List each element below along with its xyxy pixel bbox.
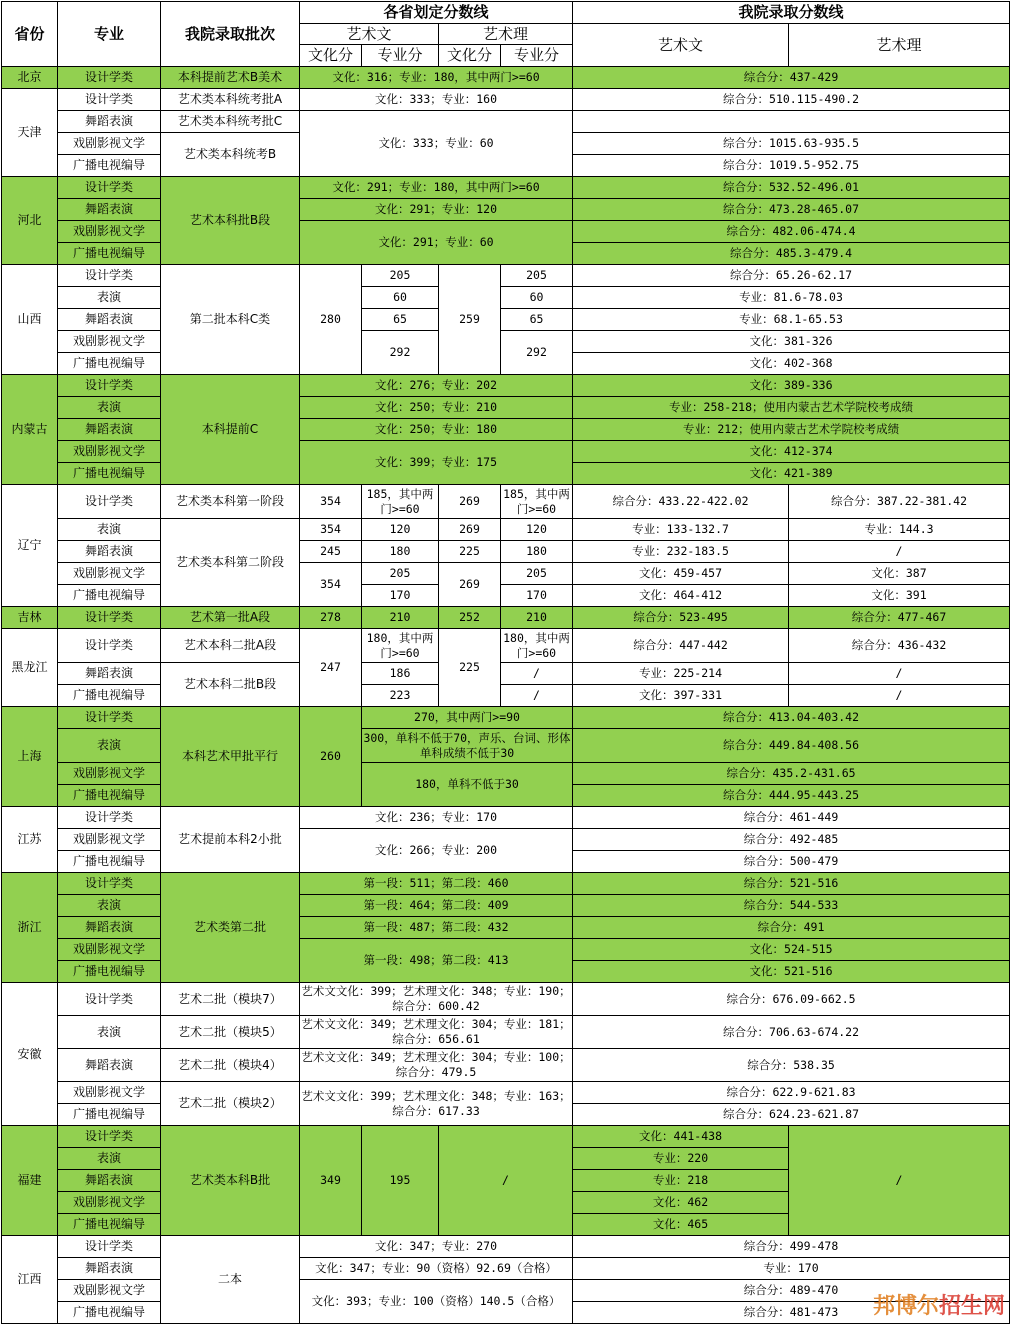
li-culture-cell: 259 xyxy=(439,265,501,375)
province-cell: 江西 xyxy=(2,1236,58,1324)
province-cell: 辽宁 xyxy=(2,485,58,607)
major-cell: 戏剧影视文学 xyxy=(58,1280,161,1302)
college-score-cell: 综合分：676.09-662.5 xyxy=(573,983,1010,1016)
province-line-cell: 文化：236；专业：170 xyxy=(300,807,573,829)
wen-culture-cell: 278 xyxy=(300,607,362,629)
college-li-cell: 综合分：387.22-381.42 xyxy=(789,485,1010,519)
major-cell: 戏剧影视文学 xyxy=(58,939,161,961)
li-specialty-cell: 205 xyxy=(501,265,573,287)
specialty-line-cell: 270，其中两门>=90 xyxy=(362,707,573,729)
batch-cell: 艺术类第二批 xyxy=(161,873,300,983)
major-cell: 广播电视编导 xyxy=(58,851,161,873)
li-specialty-cell: 60 xyxy=(501,287,573,309)
major-cell: 舞蹈表演 xyxy=(58,1049,161,1082)
major-cell: 广播电视编导 xyxy=(58,1214,161,1236)
college-score-cell: 综合分：482.06-474.4 xyxy=(573,221,1010,243)
college-score-cell: 综合分：1015.63-935.5 xyxy=(573,133,1010,155)
province-line-cell: 第一段：464；第二段：409 xyxy=(300,895,573,917)
li-culture-cell: 269 xyxy=(439,485,501,519)
college-wen-cell: 文化：464-412 xyxy=(573,585,789,607)
li-culture-cell: 225 xyxy=(439,541,501,563)
province-line-cell: 文化：333；专业：60 xyxy=(300,111,573,177)
wen-specialty-cell: 210 xyxy=(362,607,439,629)
college-score-cell: 综合分：65.26-62.17 xyxy=(573,265,1010,287)
batch-cell: 艺术类本科统考批A xyxy=(161,89,300,111)
province-line-cell: 艺术文文化：349；艺术理文化：304；专业：181；综合分：656.61 xyxy=(300,1016,573,1049)
college-wen-cell: 综合分：523-495 xyxy=(573,607,789,629)
college-score-cell: 专业：68.1-65.53 xyxy=(573,309,1010,331)
college-wen-cell: 专业：133-132.7 xyxy=(573,519,789,541)
province-line-cell: 第一段：511；第二段：460 xyxy=(300,873,573,895)
major-cell: 广播电视编导 xyxy=(58,685,161,707)
wen-specialty-cell: 60 xyxy=(362,287,439,309)
wen-culture-cell: 280 xyxy=(300,265,362,375)
college-score-cell: 文化：521-516 xyxy=(573,961,1010,983)
college-score-cell: 专业：258-218；使用内蒙古艺术学院校考成绩 xyxy=(573,397,1010,419)
batch-cell: 艺术二批（模块7） xyxy=(161,983,300,1016)
header-college-line: 我院录取分数线 xyxy=(573,2,1010,24)
li-specialty-cell: 180，其中两门>=60 xyxy=(501,629,573,663)
college-score-cell: 文化：389-336 xyxy=(573,375,1010,397)
college-score-cell: 综合分：489-470 xyxy=(573,1280,1010,1302)
college-wen-cell: 文化：459-457 xyxy=(573,563,789,585)
province-line-cell: 文化：316；专业：180，其中两门>=60 xyxy=(300,67,573,89)
province-cell: 河北 xyxy=(2,177,58,265)
major-cell: 设计学类 xyxy=(58,1236,161,1258)
college-li-cell: / xyxy=(789,685,1010,707)
wen-specialty-cell: 120 xyxy=(362,519,439,541)
batch-cell: 艺术本科批B段 xyxy=(161,177,300,265)
province-cell: 天津 xyxy=(2,89,58,177)
major-cell: 广播电视编导 xyxy=(58,961,161,983)
major-cell: 表演 xyxy=(58,729,161,763)
wen-specialty-cell: 223 xyxy=(362,685,439,707)
college-score-cell: 综合分：481-473 xyxy=(573,1302,1010,1324)
major-cell: 戏剧影视文学 xyxy=(58,331,161,353)
major-cell: 舞蹈表演 xyxy=(58,663,161,685)
batch-cell: 艺术二批（模块4） xyxy=(161,1049,300,1082)
major-cell: 设计学类 xyxy=(58,1126,161,1148)
wen-specialty-cell: 185，其中两门>=60 xyxy=(362,485,439,519)
major-cell: 舞蹈表演 xyxy=(58,541,161,563)
college-score-cell: 专业：81.6-78.03 xyxy=(573,287,1010,309)
major-cell: 设计学类 xyxy=(58,707,161,729)
wen-specialty-cell: 65 xyxy=(362,309,439,331)
major-cell: 设计学类 xyxy=(58,177,161,199)
li-specialty-cell: / xyxy=(501,685,573,707)
major-cell: 戏剧影视文学 xyxy=(58,221,161,243)
major-cell: 广播电视编导 xyxy=(58,1104,161,1126)
college-score-cell: 文化：421-389 xyxy=(573,463,1010,485)
college-score-cell: 综合分：437-429 xyxy=(573,67,1010,89)
college-score-cell: 专业：212；使用内蒙古艺术学院校考成绩 xyxy=(573,419,1010,441)
college-li-cell: 综合分：436-432 xyxy=(789,629,1010,663)
major-cell: 舞蹈表演 xyxy=(58,419,161,441)
li-specialty-cell: 185，其中两门>=60 xyxy=(501,485,573,519)
province-cell: 北京 xyxy=(2,67,58,89)
major-cell: 表演 xyxy=(58,1148,161,1170)
province-cell: 内蒙古 xyxy=(2,375,58,485)
wen-specialty-cell: 170 xyxy=(362,585,439,607)
header-province-line: 各省划定分数线 xyxy=(300,2,573,24)
major-cell: 广播电视编导 xyxy=(58,585,161,607)
wen-culture-cell: 354 xyxy=(300,563,362,607)
major-cell: 表演 xyxy=(58,519,161,541)
wen-specialty-cell: 180，其中两门>=60 xyxy=(362,629,439,663)
province-line-cell: 文化：276；专业：202 xyxy=(300,375,573,397)
li-specialty-cell: / xyxy=(501,663,573,685)
college-score-cell: 综合分：449.84-408.56 xyxy=(573,729,1010,763)
header-batch: 我院录取批次 xyxy=(161,2,300,67)
header-li-culture: 文化分 xyxy=(439,45,501,67)
specialty-line-cell: 300，单科不低于70，声乐、台词、形体单科成绩不低于30 xyxy=(362,729,573,763)
province-line-cell: 艺术文文化：399；艺术理文化：348；专业：163；综合分：617.33 xyxy=(300,1082,573,1126)
college-wen-cell: 综合分：447-442 xyxy=(573,629,789,663)
header-arts-wen: 艺术文 xyxy=(300,24,439,45)
college-score-cell: 专业：170 xyxy=(573,1258,1010,1280)
province-line-cell: 文化：393；专业：100（资格）140.5（合格） xyxy=(300,1280,573,1324)
college-wen-cell: 专业：232-183.5 xyxy=(573,541,789,563)
major-cell: 戏剧影视文学 xyxy=(58,1082,161,1104)
specialty-line-cell: 180，单科不低于30 xyxy=(362,763,573,807)
major-cell: 舞蹈表演 xyxy=(58,917,161,939)
li-specialty-cell: 205 xyxy=(501,563,573,585)
province-line-cell: 文化：250；专业：180 xyxy=(300,419,573,441)
header-college-li: 艺术理 xyxy=(789,24,1010,67)
header-province: 省份 xyxy=(2,2,58,67)
college-score-cell: 综合分：538.35 xyxy=(573,1049,1010,1082)
watermark-suffix: 招生网 xyxy=(938,1294,1005,1319)
major-cell: 舞蹈表演 xyxy=(58,199,161,221)
college-score-cell: 综合分：706.63-674.22 xyxy=(573,1016,1010,1049)
major-cell: 戏剧影视文学 xyxy=(58,563,161,585)
batch-cell: 艺术类本科统考批C xyxy=(161,111,300,133)
major-cell: 设计学类 xyxy=(58,873,161,895)
major-cell: 表演 xyxy=(58,895,161,917)
province-cell: 上海 xyxy=(2,707,58,807)
college-wen-cell: 专业：218 xyxy=(573,1170,789,1192)
header-arts-li: 艺术理 xyxy=(439,24,573,45)
batch-cell: 艺术二批（模块2） xyxy=(161,1082,300,1126)
province-cell: 福建 xyxy=(2,1126,58,1236)
wen-specialty-cell: 186 xyxy=(362,663,439,685)
batch-cell: 艺术本科二批B段 xyxy=(161,663,300,707)
college-score-cell: 综合分：624.23-621.87 xyxy=(573,1104,1010,1126)
batch-cell: 第二批本科C类 xyxy=(161,265,300,375)
major-cell: 设计学类 xyxy=(58,375,161,397)
college-wen-cell: 文化：441-438 xyxy=(573,1126,789,1148)
batch-cell: 本科提前艺术B美术 xyxy=(161,67,300,89)
province-line-cell: 文化：333；专业：160 xyxy=(300,89,573,111)
li-specialty-cell: 170 xyxy=(501,585,573,607)
major-cell: 广播电视编导 xyxy=(58,243,161,265)
wen-culture-cell: 354 xyxy=(300,519,362,541)
wen-specialty-cell: 292 xyxy=(362,331,439,375)
li-culture-cell: 269 xyxy=(439,519,501,541)
li-culture-cell: 225 xyxy=(439,629,501,707)
major-cell: 戏剧影视文学 xyxy=(58,1192,161,1214)
province-line-cell: 文化：291；专业：60 xyxy=(300,221,573,265)
wen-specialty-cell: 205 xyxy=(362,563,439,585)
wen-culture-cell: 245 xyxy=(300,541,362,563)
college-score-cell: 综合分：521-516 xyxy=(573,873,1010,895)
major-cell: 戏剧影视文学 xyxy=(58,441,161,463)
college-score-cell: 综合分：461-449 xyxy=(573,807,1010,829)
college-score-cell: 综合分：435.2-431.65 xyxy=(573,763,1010,785)
college-score-cell: 综合分：1019.5-952.75 xyxy=(573,155,1010,177)
major-cell: 舞蹈表演 xyxy=(58,309,161,331)
major-cell: 舞蹈表演 xyxy=(58,111,161,133)
major-cell: 设计学类 xyxy=(58,265,161,287)
college-li-cell: / xyxy=(789,663,1010,685)
li-culture-cell: 252 xyxy=(439,607,501,629)
batch-cell: 本科提前C xyxy=(161,375,300,485)
li-line-cell: / xyxy=(439,1126,573,1236)
province-cell: 山西 xyxy=(2,265,58,375)
college-li-cell: 文化：387 xyxy=(789,563,1010,585)
batch-cell: 艺术第一批A段 xyxy=(161,607,300,629)
province-line-cell: 文化：266；专业：200 xyxy=(300,829,573,873)
major-cell: 表演 xyxy=(58,287,161,309)
wen-specialty-cell: 195 xyxy=(362,1126,439,1236)
college-score-cell: 文化：381-326 xyxy=(573,331,1010,353)
major-cell: 广播电视编导 xyxy=(58,1302,161,1324)
college-score-cell: 综合分：444.95-443.25 xyxy=(573,785,1010,807)
batch-cell: 艺术提前本科2小批 xyxy=(161,807,300,873)
wen-culture-cell: 247 xyxy=(300,629,362,707)
major-cell: 表演 xyxy=(58,1016,161,1049)
batch-cell: 二本 xyxy=(161,1236,300,1324)
province-line-cell: 文化：399；专业：175 xyxy=(300,441,573,485)
li-specialty-cell: 180 xyxy=(501,541,573,563)
college-score-cell: 综合分：510.115-490.2 xyxy=(573,89,1010,111)
li-culture-cell: 269 xyxy=(439,563,501,607)
wen-specialty-cell: 180 xyxy=(362,541,439,563)
college-score-cell: 综合分：492-485 xyxy=(573,829,1010,851)
major-cell: 舞蹈表演 xyxy=(58,1170,161,1192)
college-score-cell: 综合分：485.3-479.4 xyxy=(573,243,1010,265)
major-cell: 戏剧影视文学 xyxy=(58,763,161,785)
batch-cell: 艺术二批（模块5） xyxy=(161,1016,300,1049)
college-score-cell xyxy=(573,111,1010,133)
province-cell: 浙江 xyxy=(2,873,58,983)
province-cell: 黑龙江 xyxy=(2,629,58,707)
province-line-cell: 文化：347；专业：90（资格）92.69（合格） xyxy=(300,1258,573,1280)
major-cell: 广播电视编导 xyxy=(58,155,161,177)
li-specialty-cell: 292 xyxy=(501,331,573,375)
province-line-cell: 文化：250；专业：210 xyxy=(300,397,573,419)
admission-score-table xyxy=(1,1,1010,1324)
header-wen-specialty: 专业分 xyxy=(362,45,439,67)
site-watermark xyxy=(873,1289,1005,1320)
college-score-cell: 综合分：544-533 xyxy=(573,895,1010,917)
major-cell: 设计学类 xyxy=(58,629,161,663)
batch-cell: 艺术类本科B批 xyxy=(161,1126,300,1236)
major-cell: 设计学类 xyxy=(58,89,161,111)
major-cell: 设计学类 xyxy=(58,67,161,89)
college-score-cell: 文化：412-374 xyxy=(573,441,1010,463)
province-line-cell: 文化：291；专业：120 xyxy=(300,199,573,221)
batch-cell: 艺术本科二批A段 xyxy=(161,629,300,663)
header-li-specialty: 专业分 xyxy=(501,45,573,67)
major-cell: 广播电视编导 xyxy=(58,785,161,807)
college-li-cell: / xyxy=(789,541,1010,563)
college-wen-cell: 专业：225-214 xyxy=(573,663,789,685)
header-college-wen: 艺术文 xyxy=(573,24,789,67)
province-line-cell: 艺术文文化：399；艺术理文化：348；专业：190；综合分：600.42 xyxy=(300,983,573,1016)
wen-culture-cell: 349 xyxy=(300,1126,362,1236)
province-line-cell: 第一段：487；第二段：432 xyxy=(300,917,573,939)
batch-cell: 艺术类本科第二阶段 xyxy=(161,519,300,607)
college-li-cell: / xyxy=(789,1126,1010,1236)
major-cell: 广播电视编导 xyxy=(58,463,161,485)
major-cell: 舞蹈表演 xyxy=(58,1258,161,1280)
wen-specialty-cell: 205 xyxy=(362,265,439,287)
college-score-cell: 综合分：622.9-621.83 xyxy=(573,1082,1010,1104)
watermark-brand: 邦博尔 xyxy=(872,1294,939,1319)
college-wen-cell: 专业：220 xyxy=(573,1148,789,1170)
major-cell: 表演 xyxy=(58,397,161,419)
major-cell: 设计学类 xyxy=(58,807,161,829)
college-score-cell: 综合分：532.52-496.01 xyxy=(573,177,1010,199)
major-cell: 戏剧影视文学 xyxy=(58,829,161,851)
college-wen-cell: 文化：465 xyxy=(573,1214,789,1236)
college-score-cell: 综合分：473.28-465.07 xyxy=(573,199,1010,221)
province-cell: 江苏 xyxy=(2,807,58,873)
college-li-cell: 专业：144.3 xyxy=(789,519,1010,541)
province-cell: 安徽 xyxy=(2,983,58,1126)
college-wen-cell: 综合分：433.22-422.02 xyxy=(573,485,789,519)
major-cell: 设计学类 xyxy=(58,485,161,519)
province-line-cell: 艺术文文化：349；艺术理文化：304；专业：100；综合分：479.5 xyxy=(300,1049,573,1082)
wen-culture-cell: 354 xyxy=(300,485,362,519)
major-cell: 设计学类 xyxy=(58,983,161,1016)
college-wen-cell: 文化：397-331 xyxy=(573,685,789,707)
batch-cell: 本科艺术甲批平行 xyxy=(161,707,300,807)
li-specialty-cell: 65 xyxy=(501,309,573,331)
header-major: 专业 xyxy=(58,2,161,67)
batch-cell: 艺术类本科统考B xyxy=(161,133,300,177)
major-cell: 设计学类 xyxy=(58,607,161,629)
college-score-cell: 综合分：413.04-403.42 xyxy=(573,707,1010,729)
college-score-cell: 综合分：500-479 xyxy=(573,851,1010,873)
college-score-cell: 文化：524-515 xyxy=(573,939,1010,961)
province-line-cell: 第一段：498；第二段：413 xyxy=(300,939,573,983)
college-score-cell: 综合分：499-478 xyxy=(573,1236,1010,1258)
college-li-cell: 文化：391 xyxy=(789,585,1010,607)
li-specialty-cell: 120 xyxy=(501,519,573,541)
province-cell: 吉林 xyxy=(2,607,58,629)
wen-culture-cell: 260 xyxy=(300,707,362,807)
college-score-cell: 综合分：491 xyxy=(573,917,1010,939)
li-specialty-cell: 210 xyxy=(501,607,573,629)
college-wen-cell: 文化：462 xyxy=(573,1192,789,1214)
header-wen-culture: 文化分 xyxy=(300,45,362,67)
major-cell: 戏剧影视文学 xyxy=(58,133,161,155)
batch-cell: 艺术类本科第一阶段 xyxy=(161,485,300,519)
province-line-cell: 文化：347；专业：270 xyxy=(300,1236,573,1258)
major-cell: 广播电视编导 xyxy=(58,353,161,375)
college-li-cell: 综合分：477-467 xyxy=(789,607,1010,629)
province-line-cell: 文化：291；专业：180，其中两门>=60 xyxy=(300,177,573,199)
college-score-cell: 文化：402-368 xyxy=(573,353,1010,375)
